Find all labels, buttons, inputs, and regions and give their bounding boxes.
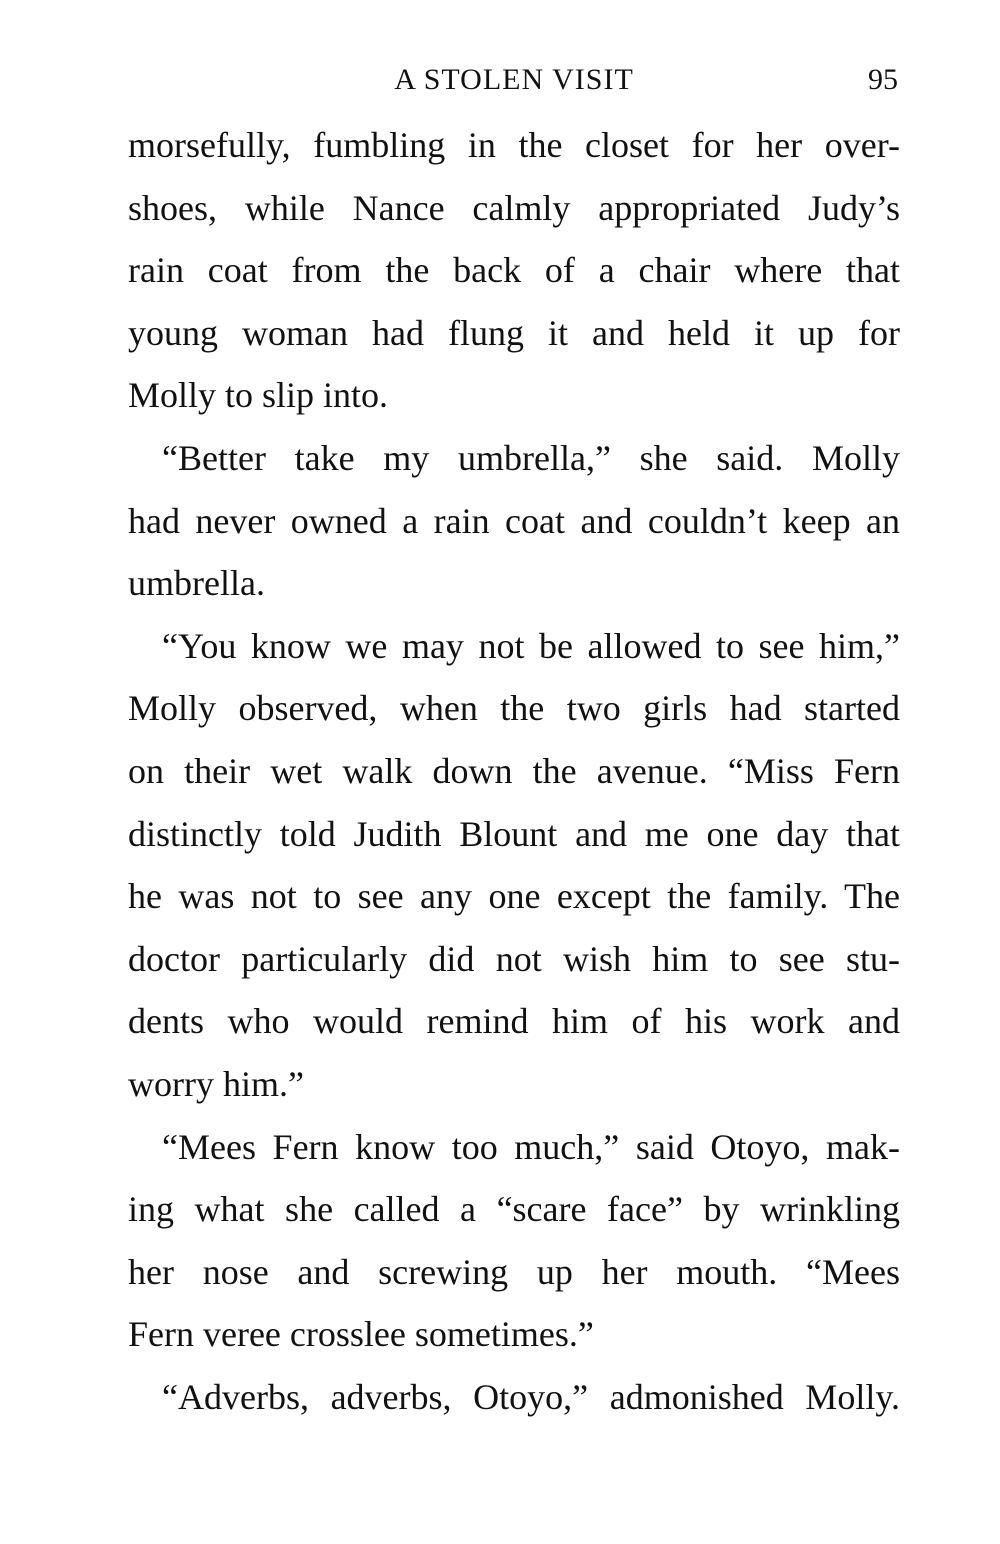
text-line: Molly to slip into.: [128, 375, 389, 416]
text-line: he was not to see any one except the family. The: [128, 876, 900, 917]
page-number: 95: [868, 63, 898, 96]
text-line: dents who would remind him of his work and: [128, 1001, 900, 1042]
text-line: “Better take my umbrella,” she said. Molly: [162, 437, 900, 478]
text-line: young woman had flung it and held it up for: [128, 312, 900, 353]
text-line: umbrella.: [128, 563, 265, 604]
text-line: worry him.”: [128, 1063, 304, 1104]
text-line: had never owned a rain coat and couldn’t keep an: [128, 500, 900, 541]
text-line: her nose and screwing up her mouth. “Mees: [128, 1251, 900, 1292]
text-line: “Mees Fern know too much,” said Otoyo, mak-: [162, 1126, 900, 1167]
text-line: on their wet walk down the avenue. “Miss Fern: [128, 750, 900, 791]
text-line: rain coat from the back of a chair where that: [128, 250, 900, 291]
body-text: [128, 114, 900, 1428]
text-line: shoes, while Nance calmly appropriated Judy’s: [128, 187, 900, 228]
text-line: Molly observed, when the two girls had started: [128, 688, 900, 729]
text-line: ing what she called a “scare face” by wrinkling: [128, 1189, 900, 1230]
running-head: [128, 58, 900, 102]
text-line: morsefully, fumbling in the closet for her over-: [128, 125, 900, 165]
text-line: distinctly told Judith Blount and me one day that: [128, 813, 900, 854]
running-title: A STOLEN VISIT: [394, 63, 634, 96]
text-line: doctor particularly did not wish him to see stu-: [128, 938, 900, 979]
text-line: “You know we may not be allowed to see him,”: [162, 625, 900, 666]
text-line: “Adverbs, adverbs, Otoyo,” admonished Molly.: [162, 1376, 900, 1417]
text-line: Fern veree crosslee sometimes.”: [128, 1314, 594, 1355]
